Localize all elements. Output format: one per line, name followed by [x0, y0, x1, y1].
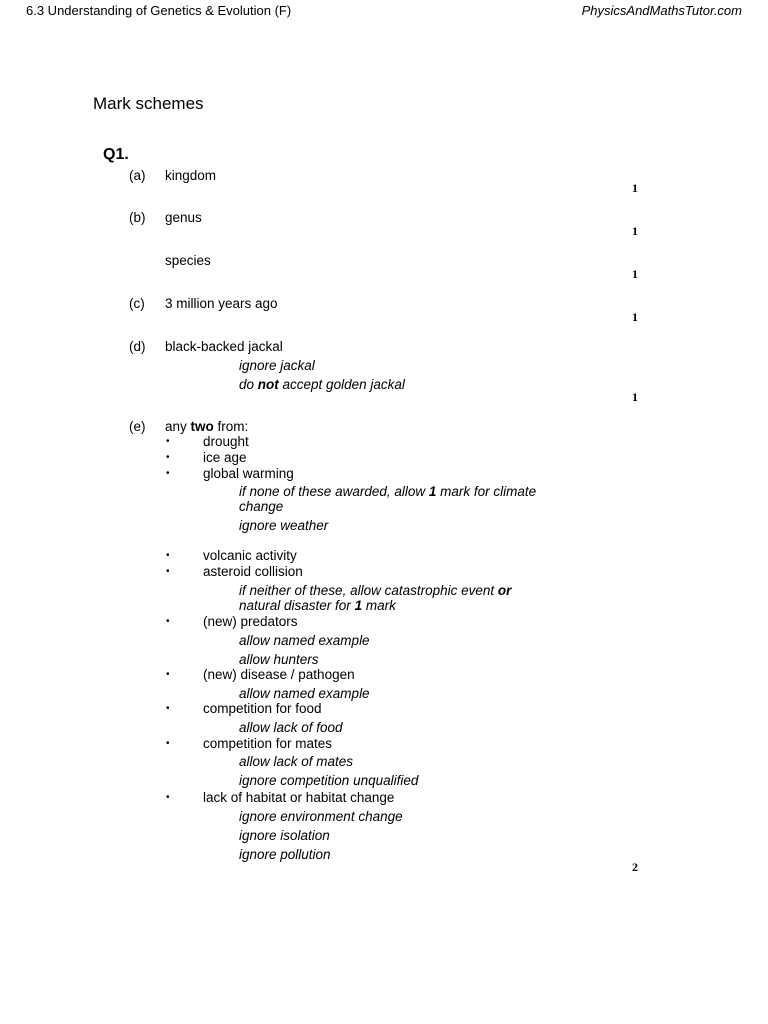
list-item: global warming — [203, 466, 294, 481]
part-b-answer: genus — [165, 210, 202, 225]
note-isolation: ignore isolation — [239, 828, 330, 843]
part-e-mark: 2 — [632, 860, 638, 874]
part-a-label: (a) — [129, 168, 146, 183]
list-item: competition for food — [203, 701, 322, 716]
list-item: lack of habitat or habitat change — [203, 790, 395, 805]
part-d-answer: black-backed jackal — [165, 339, 283, 354]
note-competition-unqualified: ignore competition unqualified — [239, 773, 419, 788]
list-item: volcanic activity — [203, 548, 297, 563]
part-c-label: (c) — [129, 296, 145, 311]
list-item: ice age — [203, 450, 247, 465]
part-d-note1: ignore jackal — [239, 358, 315, 373]
part-b-mark2: 1 — [632, 267, 638, 281]
note-catastrophic-line1: if neither of these, allow catastrophic event or — [239, 583, 512, 598]
part-b-answer2: species — [165, 253, 211, 268]
bullet: • — [166, 436, 170, 447]
part-b-mark: 1 — [632, 224, 638, 238]
part-d-mark: 1 — [632, 390, 638, 404]
list-item: drought — [203, 434, 249, 449]
list-item: (new) predators — [203, 614, 298, 629]
bullet: • — [166, 792, 170, 803]
part-d-label: (d) — [129, 339, 146, 354]
note-hunters: allow hunters — [239, 652, 319, 667]
note-environment-change: ignore environment change — [239, 809, 403, 824]
list-item: asteroid collision — [203, 564, 303, 579]
part-a-mark: 1 — [632, 181, 638, 195]
part-c-mark: 1 — [632, 310, 638, 324]
header-title: 6.3 Understanding of Genetics & Evolution (F) — [26, 3, 292, 18]
bullet: • — [166, 566, 170, 577]
part-e-intro: any two from: — [165, 419, 249, 434]
note-lack-food: allow lack of food — [239, 720, 343, 735]
bullet: • — [166, 468, 170, 479]
note-climate-line1: if none of these awarded, allow 1 mark for climate — [239, 484, 537, 499]
bullet: • — [166, 452, 170, 463]
part-a-answer: kingdom — [165, 168, 217, 183]
bullet: • — [166, 550, 170, 561]
list-item: (new) disease / pathogen — [203, 667, 355, 682]
note-climate-line2: change — [239, 499, 284, 514]
note-catastrophic-line2: natural disaster for 1 mark — [239, 598, 396, 613]
note-lack-mates: allow lack of mates — [239, 754, 354, 769]
note-pollution: ignore pollution — [239, 847, 331, 862]
list-item: competition for mates — [203, 736, 333, 751]
header-site: PhysicsAndMathsTutor.com — [581, 3, 742, 18]
note-named-example: allow named example — [239, 633, 370, 648]
part-d-note2: do not accept golden jackal — [239, 377, 405, 392]
bullet: • — [166, 616, 170, 627]
part-c-answer: 3 million years ago — [165, 296, 278, 311]
note-named-example-2: allow named example — [239, 686, 370, 701]
question-number: Q1. — [103, 146, 129, 163]
page-title: Mark schemes — [93, 94, 204, 113]
bullet: • — [166, 669, 170, 680]
note-weather: ignore weather — [239, 518, 329, 533]
bullet: • — [166, 738, 170, 749]
part-b-label: (b) — [129, 210, 146, 225]
bullet: • — [166, 703, 170, 714]
part-e-label: (e) — [129, 419, 146, 434]
